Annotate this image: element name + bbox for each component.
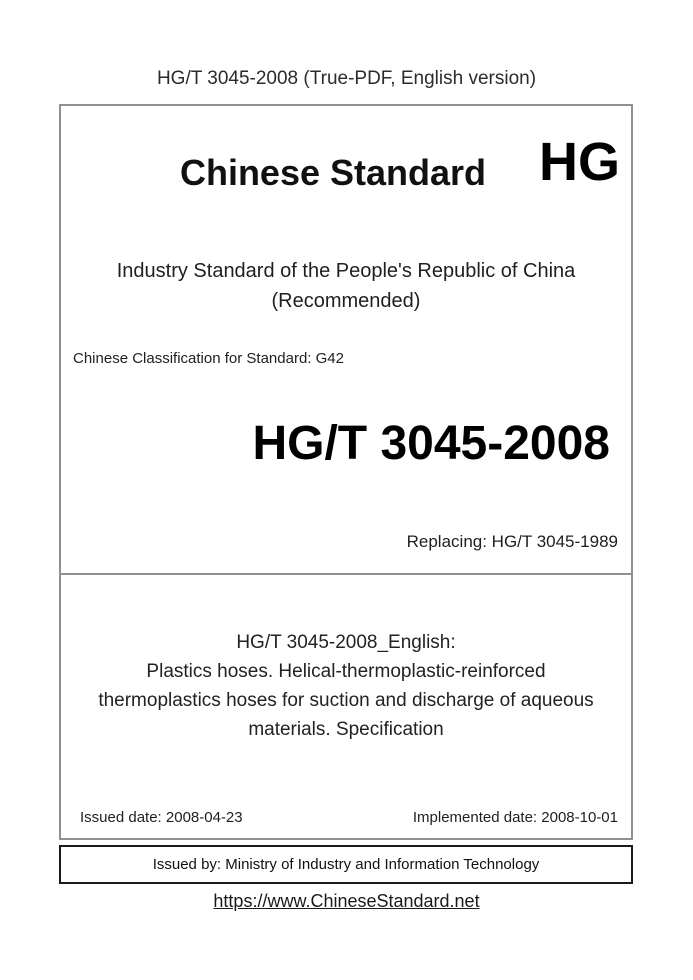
brand-title: Chinese Standard [179, 152, 487, 193]
issued-date: Issued date: 2008-04-23 [80, 809, 243, 826]
english-title-line: thermoplastics hoses for suction and discharge of aqueous [98, 690, 594, 711]
implemented-date: Implemented date: 2008-10-01 [412, 809, 618, 826]
standard-prefix-logo: HG [539, 132, 620, 192]
english-title-line: HG/T 3045-2008_English: [236, 632, 456, 653]
standard-type-line: Industry Standard of the People's Republic of China [116, 260, 576, 282]
english-title [61, 628, 631, 744]
website-link[interactable]: https://www.ChineseStandard.net [213, 891, 480, 911]
issuer-box [59, 845, 633, 884]
english-title-line: Plastics hoses. Helical-thermoplastic-reinforced [146, 661, 546, 682]
standard-header-box [59, 104, 633, 573]
standard-number: HG/T 3045-2008 [252, 417, 610, 470]
dates-row [80, 809, 618, 826]
footer [0, 891, 693, 912]
english-title-box [59, 573, 633, 840]
replacing-note: Replacing: HG/T 3045-1989 [406, 532, 618, 551]
page-header-title: HG/T 3045-2008 (True-PDF, English version) [156, 68, 537, 89]
classification-label: Chinese Classification for Standard: G42 [73, 350, 344, 367]
issued-by-label: Issued by: Ministry of Industry and Information Technology [152, 856, 540, 873]
english-title-line: materials. Specification [248, 719, 444, 740]
standard-type-line: (Recommended) [271, 290, 421, 312]
standard-type [61, 256, 631, 316]
